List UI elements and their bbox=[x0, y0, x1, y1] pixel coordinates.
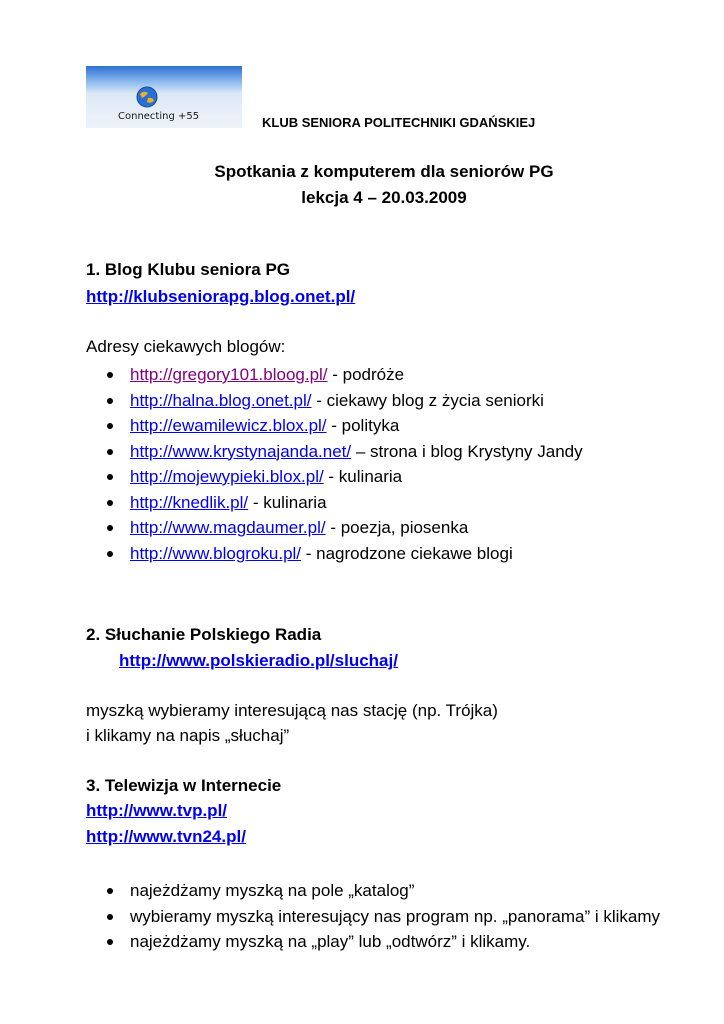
bullet bbox=[107, 551, 113, 557]
list-item bbox=[104, 515, 704, 541]
list-item bbox=[104, 464, 704, 490]
step-text: najeżdżamy myszką na „play” lub „odtwórz” i klikamy. bbox=[130, 932, 531, 951]
bullet bbox=[107, 372, 113, 378]
tvn24-link[interactable]: http://www.tvn24.pl/ bbox=[86, 827, 246, 846]
blogs-intro: Adresy ciekawych blogów: bbox=[86, 337, 286, 356]
list-item bbox=[104, 490, 704, 516]
list-item bbox=[104, 541, 704, 567]
bullet bbox=[107, 500, 113, 506]
tvp-link[interactable]: http://www.tvp.pl/ bbox=[86, 801, 228, 820]
list-item bbox=[104, 413, 704, 439]
list-item bbox=[104, 439, 704, 465]
list-item bbox=[104, 929, 664, 955]
bullet bbox=[107, 939, 113, 945]
blog-link[interactable]: http://mojewypieki.blox.pl/ bbox=[130, 467, 324, 486]
blog-club-link[interactable]: http://klubseniorapg.blog.onet.pl/ bbox=[86, 287, 356, 306]
list-item bbox=[104, 388, 704, 414]
blog-desc: - polityka bbox=[326, 416, 400, 435]
connecting-logo bbox=[86, 66, 242, 128]
bullet bbox=[107, 423, 113, 429]
page-title: Spotkania z komputerem dla seniorów PG bbox=[214, 162, 554, 181]
page-subtitle: lekcja 4 – 20.03.2009 bbox=[301, 188, 467, 207]
bullet bbox=[107, 398, 113, 404]
logo-caption: Connecting +55 bbox=[118, 111, 200, 122]
section3-heading: 3. Telewizja w Internecie bbox=[86, 776, 282, 795]
radio-text-line1: myszką wybieramy interesującą nas stację (np. Trójka) bbox=[86, 701, 498, 720]
list-item bbox=[104, 904, 664, 930]
blog-list bbox=[104, 362, 704, 566]
blog-link[interactable]: http://knedlik.pl/ bbox=[130, 492, 249, 512]
blog-desc: - kulinaria bbox=[323, 467, 403, 486]
bullet bbox=[107, 914, 113, 920]
bullet bbox=[107, 888, 113, 894]
section1-heading: 1. Blog Klubu seniora PG bbox=[86, 260, 291, 279]
section2-heading: 2. Słuchanie Polskiego Radia bbox=[86, 625, 322, 644]
tv-steps-list bbox=[104, 878, 664, 955]
blog-link[interactable]: http://www.krystynajanda.net/ bbox=[130, 441, 352, 461]
blog-link[interactable]: http://www.blogroku.pl/ bbox=[130, 543, 302, 563]
bullet bbox=[107, 474, 113, 480]
blog-desc: - ciekawy blog z życia seniorki bbox=[311, 390, 544, 410]
blog-link[interactable]: http://ewamilewicz.blox.pl/ bbox=[130, 416, 327, 435]
blog-desc: - nagrodzone ciekawe blogi bbox=[301, 543, 513, 563]
step-text: najeżdżamy myszką na pole „katalog” bbox=[130, 881, 415, 900]
blog-desc: - kulinaria bbox=[248, 492, 327, 512]
radio-link[interactable]: http://www.polskieradio.pl/sluchaj/ bbox=[119, 651, 398, 670]
club-name: KLUB SENIORA POLITECHNIKI GDAŃSKIEJ bbox=[262, 115, 536, 130]
blog-desc: - podróże bbox=[327, 365, 405, 384]
globe-icon bbox=[136, 86, 158, 108]
bullet bbox=[107, 449, 113, 455]
blog-desc: – strona i blog Krystyny Jandy bbox=[351, 441, 583, 461]
list-item bbox=[104, 878, 664, 904]
radio-text-line2: i klikamy na napis „słuchaj” bbox=[86, 726, 290, 745]
step-text: wybieramy myszką interesujący nas program np. „panorama” i klikamy bbox=[130, 906, 661, 926]
blog-desc: - poezja, piosenka bbox=[325, 518, 469, 537]
blog-link[interactable]: http://www.magdaumer.pl/ bbox=[130, 518, 326, 537]
blog-link[interactable]: http://halna.blog.onet.pl/ bbox=[130, 390, 312, 410]
list-item bbox=[104, 362, 704, 388]
bullet bbox=[107, 525, 113, 531]
blog-link[interactable]: http://gregory101.bloog.pl/ bbox=[130, 365, 328, 384]
